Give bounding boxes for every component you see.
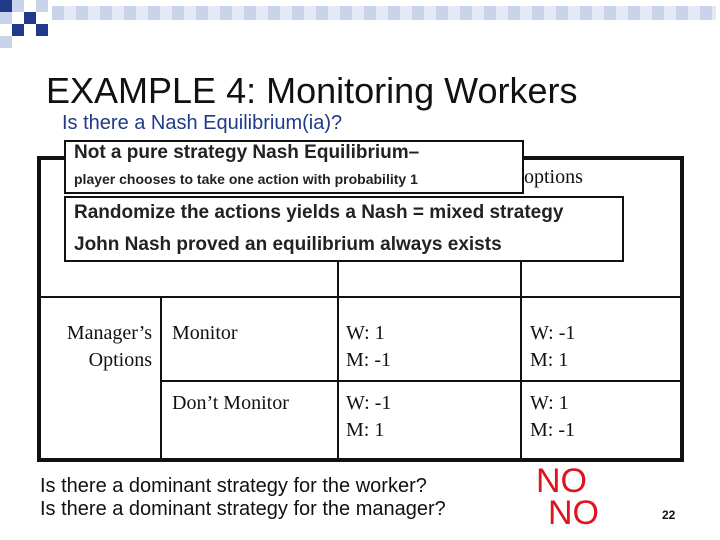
question-worker: Is there a dominant strategy for the worker? [40, 475, 427, 497]
corner-decoration [12, 24, 24, 36]
corner-decoration [0, 0, 12, 12]
answer-worker: NO [536, 462, 587, 500]
payoff-cell [530, 390, 575, 444]
corner-decoration [24, 12, 36, 24]
answer-manager: NO [548, 494, 599, 532]
action-monitor: Monitor [172, 322, 238, 344]
payoff-cell [530, 320, 575, 374]
corner-decoration [12, 0, 24, 12]
table-divider [37, 296, 684, 298]
corner-decoration [0, 36, 12, 48]
page-number: 22 [662, 508, 676, 522]
callout-line: Randomize the actions yields a Nash = mixed strategy [74, 202, 564, 223]
manager-payoff: M: -1 [530, 419, 575, 441]
worker-payoff: W: -1 [346, 392, 392, 414]
row-header-line: Options [88, 349, 152, 371]
table-divider [520, 258, 522, 462]
corner-decoration [36, 0, 48, 12]
worker-payoff: W: -1 [530, 322, 576, 344]
row-header-line: Manager’s [66, 322, 152, 344]
table-divider [337, 258, 339, 462]
worker-options-label: options [524, 166, 583, 188]
manager-payoff: M: -1 [346, 349, 391, 371]
payoff-cell [346, 320, 391, 374]
slide-title: EXAMPLE 4: Monitoring Workers [46, 70, 578, 111]
nash-question: Is there a Nash Equilibrium(ia)? [62, 112, 343, 134]
top-rule [52, 6, 716, 20]
callout-line: Not a pure strategy Nash Equilibrium– [74, 142, 420, 163]
callout-line: player chooses to take one action with probability 1 [74, 171, 418, 187]
worker-payoff: W: 1 [346, 322, 385, 344]
row-header [48, 320, 152, 374]
question-manager: Is there a dominant strategy for the manager? [40, 498, 446, 520]
corner-decoration [0, 12, 12, 24]
manager-payoff: M: 1 [530, 349, 569, 371]
manager-payoff: M: 1 [346, 419, 385, 441]
action-dont-monitor: Don’t Monitor [172, 392, 289, 414]
callout-line: John Nash proved an equilibrium always exists [74, 234, 502, 255]
worker-payoff: W: 1 [530, 392, 569, 414]
corner-decoration [36, 24, 48, 36]
table-divider [160, 296, 162, 462]
table-divider [160, 380, 684, 382]
payoff-cell [346, 390, 391, 444]
